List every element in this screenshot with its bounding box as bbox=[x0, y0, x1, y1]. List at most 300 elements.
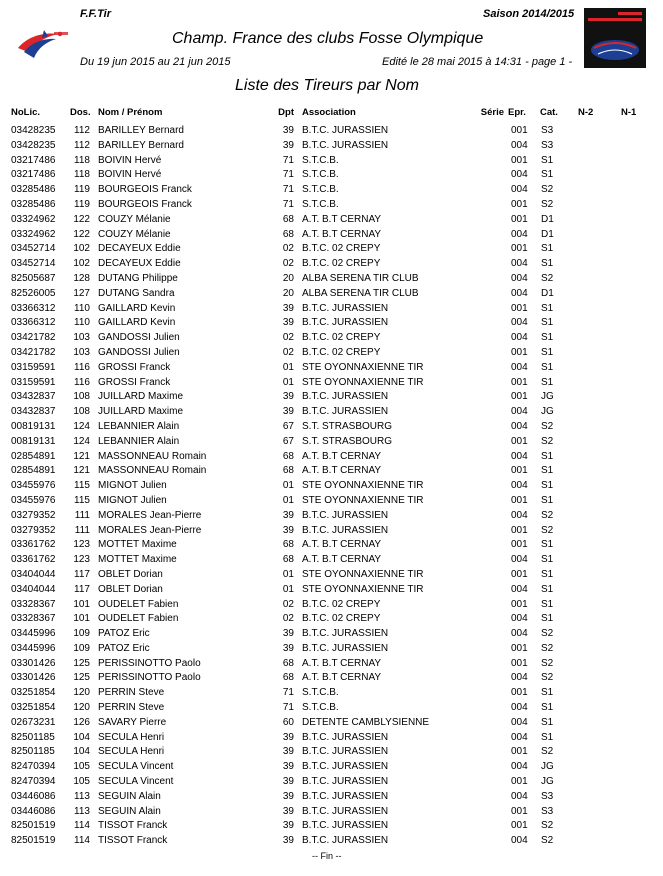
cell-name: MASSONNEAU Romain bbox=[98, 465, 207, 477]
cell-name: MASSONNEAU Romain bbox=[98, 450, 207, 462]
cell-dos: 114 bbox=[74, 820, 90, 832]
cell-lic: 03324962 bbox=[11, 228, 56, 240]
cell-dos: 103 bbox=[73, 332, 90, 344]
cell-asso: A.T. B.T CERNAY bbox=[302, 465, 382, 477]
cell-cat: S1 bbox=[541, 169, 554, 181]
cell-lic: 03428235 bbox=[11, 125, 56, 136]
cell-dpt: 39 bbox=[282, 125, 294, 136]
cell-cat: S1 bbox=[541, 731, 554, 743]
cell-dos: 113 bbox=[74, 790, 90, 802]
cell-asso: B.T.C. JURASSIEN bbox=[302, 125, 389, 136]
cell-dpt: 60 bbox=[282, 716, 294, 728]
cell-epr: 004 bbox=[511, 406, 528, 418]
list-subtitle: Liste des Tireurs par Nom bbox=[235, 77, 419, 94]
cell-dpt: 01 bbox=[282, 376, 294, 388]
cell-epr: 004 bbox=[511, 169, 528, 181]
cell-cat: S2 bbox=[541, 746, 554, 758]
cell-epr: 004 bbox=[511, 258, 528, 270]
cell-asso: S.T. STRASBOURG bbox=[302, 420, 393, 432]
table-row bbox=[0, 510, 663, 525]
table-row bbox=[0, 791, 663, 806]
cell-asso: B.T.C. JURASSIEN bbox=[302, 820, 389, 832]
table-row bbox=[0, 303, 663, 318]
cell-dos: 108 bbox=[73, 406, 90, 418]
cell-cat: S1 bbox=[541, 716, 554, 728]
col-header-epr: Epr. bbox=[508, 107, 526, 118]
cell-epr: 004 bbox=[511, 332, 528, 344]
cell-lic: 03455976 bbox=[11, 494, 56, 506]
cell-lic: 03446086 bbox=[11, 805, 56, 817]
cell-epr: 004 bbox=[511, 583, 528, 595]
cell-name: PERISSINOTTO Paolo bbox=[98, 672, 201, 684]
cell-cat: S1 bbox=[541, 613, 554, 625]
cell-asso: A.T. B.T CERNAY bbox=[302, 213, 382, 225]
event-logo-icon bbox=[584, 8, 646, 68]
table-row bbox=[0, 539, 663, 554]
cell-lic: 03452714 bbox=[11, 243, 56, 255]
cell-dpt: 02 bbox=[282, 332, 294, 344]
cell-dpt: 02 bbox=[282, 258, 294, 270]
table-row bbox=[0, 347, 663, 362]
cell-dos: 101 bbox=[73, 598, 90, 610]
cell-epr: 001 bbox=[511, 376, 528, 388]
cell-epr: 004 bbox=[511, 480, 528, 492]
cell-epr: 001 bbox=[511, 568, 528, 580]
cell-epr: 004 bbox=[511, 272, 528, 284]
cell-dos: 112 bbox=[74, 125, 90, 136]
cell-lic: 03446086 bbox=[11, 790, 56, 802]
cell-epr: 004 bbox=[511, 509, 528, 521]
cell-cat: S1 bbox=[541, 346, 554, 358]
table-row bbox=[0, 658, 663, 673]
cell-asso: B.T.C. 02 CREPY bbox=[302, 258, 381, 270]
cell-dpt: 68 bbox=[282, 450, 294, 462]
cell-epr: 004 bbox=[511, 184, 528, 196]
cell-lic: 03251854 bbox=[11, 687, 56, 699]
cell-name: SECULA Vincent bbox=[98, 761, 174, 773]
cell-dpt: 71 bbox=[282, 198, 294, 210]
cell-dpt: 39 bbox=[282, 628, 294, 640]
table-row bbox=[0, 169, 663, 184]
shooters-table bbox=[0, 107, 663, 850]
org-name: F.F.Tir bbox=[80, 8, 111, 20]
cell-asso: B.T.C. JURASSIEN bbox=[302, 628, 389, 640]
cell-lic: 02854891 bbox=[11, 450, 56, 462]
cell-name: MOTTET Maxime bbox=[98, 554, 177, 566]
cell-name: COUZY Mélanie bbox=[98, 213, 171, 225]
cell-dos: 123 bbox=[73, 539, 90, 551]
cell-epr: 004 bbox=[511, 361, 528, 373]
cell-dos: 121 bbox=[73, 450, 90, 462]
cell-name: DUTANG Philippe bbox=[98, 272, 178, 284]
cell-epr: 004 bbox=[511, 450, 528, 462]
cell-asso: B.T.C. JURASSIEN bbox=[302, 642, 389, 654]
table-row bbox=[0, 480, 663, 495]
cell-cat: S2 bbox=[541, 509, 554, 521]
cell-dos: 116 bbox=[74, 376, 90, 388]
table-row bbox=[0, 214, 663, 229]
cell-name: PATOZ Eric bbox=[98, 642, 150, 654]
cell-name: PATOZ Eric bbox=[98, 628, 150, 640]
cell-asso: B.T.C. JURASSIEN bbox=[302, 805, 389, 817]
cell-lic: 03455976 bbox=[11, 480, 56, 492]
cell-asso: S.T.C.B. bbox=[302, 198, 339, 210]
cell-cat: S2 bbox=[541, 835, 554, 847]
cell-dos: 120 bbox=[73, 702, 90, 714]
cell-dpt: 02 bbox=[282, 613, 294, 625]
cell-epr: 001 bbox=[511, 213, 528, 225]
cell-asso: B.T.C. JURASSIEN bbox=[302, 746, 389, 758]
cell-asso: STE OYONNAXIENNE TIR bbox=[302, 494, 424, 506]
cell-dos: 110 bbox=[74, 302, 90, 314]
cell-lic: 03445996 bbox=[11, 628, 56, 640]
cell-lic: 82501185 bbox=[11, 746, 55, 758]
cell-epr: 004 bbox=[511, 790, 528, 802]
cell-name: OBLET Dorian bbox=[98, 568, 163, 580]
cell-name: BOURGEOIS Franck bbox=[98, 198, 192, 210]
cell-dpt: 39 bbox=[282, 805, 294, 817]
cell-dpt: 71 bbox=[282, 154, 294, 166]
cell-dpt: 39 bbox=[282, 302, 294, 314]
season-label: Saison 2014/2015 bbox=[483, 8, 575, 20]
cell-dpt: 68 bbox=[282, 554, 294, 566]
col-header-name: Nom / Prénom bbox=[98, 107, 163, 118]
cell-lic: 02854891 bbox=[11, 465, 56, 477]
cell-cat: S2 bbox=[541, 672, 554, 684]
cell-epr: 001 bbox=[511, 494, 528, 506]
cell-dpt: 67 bbox=[282, 435, 294, 447]
cell-cat: JG bbox=[541, 406, 554, 418]
cell-dos: 102 bbox=[73, 243, 90, 255]
cell-asso: ALBA SERENA TIR CLUB bbox=[302, 287, 419, 299]
cell-cat: S1 bbox=[541, 465, 554, 477]
cell-dpt: 68 bbox=[282, 539, 294, 551]
cell-dpt: 39 bbox=[282, 776, 294, 788]
cell-name: GAILLARD Kevin bbox=[98, 317, 176, 329]
cell-name: PERRIN Steve bbox=[98, 687, 165, 699]
cell-cat: S2 bbox=[541, 628, 554, 640]
cell-cat: S3 bbox=[541, 139, 554, 151]
cell-name: TISSOT Franck bbox=[98, 820, 168, 832]
cell-asso: B.T.C. JURASSIEN bbox=[302, 731, 389, 743]
cell-name: DECAYEUX Eddie bbox=[98, 243, 181, 255]
cell-cat: JG bbox=[541, 391, 554, 403]
table-row bbox=[0, 820, 663, 835]
table-row bbox=[0, 258, 663, 273]
cell-name: OUDELET Fabien bbox=[98, 598, 179, 610]
cell-dpt: 39 bbox=[282, 406, 294, 418]
cell-cat: S1 bbox=[541, 554, 554, 566]
table-row bbox=[0, 243, 663, 258]
table-body bbox=[0, 125, 663, 850]
table-row bbox=[0, 584, 663, 599]
cell-dpt: 39 bbox=[282, 642, 294, 654]
table-row bbox=[0, 465, 663, 480]
cell-asso: B.T.C. JURASSIEN bbox=[302, 406, 389, 418]
cell-cat: S1 bbox=[541, 539, 554, 551]
cell-lic: 03285486 bbox=[11, 198, 56, 210]
table-row bbox=[0, 732, 663, 747]
table-row bbox=[0, 125, 663, 140]
cell-cat: D1 bbox=[541, 213, 554, 225]
cell-epr: 001 bbox=[511, 642, 528, 654]
cell-epr: 001 bbox=[511, 198, 528, 210]
cell-lic: 82526005 bbox=[11, 287, 56, 299]
cell-asso: B.T.C. JURASSIEN bbox=[302, 835, 389, 847]
cell-epr: 004 bbox=[511, 702, 528, 714]
cell-asso: STE OYONNAXIENNE TIR bbox=[302, 568, 424, 580]
cell-dos: 104 bbox=[73, 731, 90, 743]
table-row bbox=[0, 835, 663, 850]
table-row bbox=[0, 317, 663, 332]
cell-asso: B.T.C. JURASSIEN bbox=[302, 302, 389, 314]
cell-lic: 03217486 bbox=[11, 169, 56, 181]
cell-dpt: 39 bbox=[282, 139, 294, 151]
cell-dos: 111 bbox=[74, 524, 90, 536]
cell-asso: DETENTE CAMBLYSIENNE bbox=[302, 716, 430, 728]
cell-name: SECULA Henri bbox=[98, 731, 165, 743]
cell-cat: S1 bbox=[541, 583, 554, 595]
cell-cat: S3 bbox=[541, 125, 554, 136]
cell-name: SAVARY Pierre bbox=[98, 716, 167, 728]
cell-dos: 122 bbox=[73, 228, 90, 240]
cell-cat: S2 bbox=[541, 524, 554, 536]
cell-epr: 001 bbox=[511, 465, 528, 477]
cell-cat: S1 bbox=[541, 480, 554, 492]
cell-name: JUILLARD Maxime bbox=[98, 391, 184, 403]
cell-cat: S2 bbox=[541, 657, 554, 669]
cell-epr: 001 bbox=[511, 657, 528, 669]
table-row bbox=[0, 495, 663, 510]
cell-asso: B.T.C. JURASSIEN bbox=[302, 761, 389, 773]
col-header-cat: Cat. bbox=[540, 107, 558, 118]
cell-cat: S1 bbox=[541, 702, 554, 714]
col-header-dpt: Dpt bbox=[278, 107, 294, 118]
cell-name: GROSSI Franck bbox=[98, 361, 171, 373]
table-row bbox=[0, 362, 663, 377]
cell-epr: 004 bbox=[511, 716, 528, 728]
table-row bbox=[0, 643, 663, 658]
cell-epr: 001 bbox=[511, 154, 528, 166]
cell-cat: S1 bbox=[541, 687, 554, 699]
cell-epr: 001 bbox=[511, 539, 528, 551]
cell-cat: S1 bbox=[541, 302, 554, 314]
cell-dpt: 71 bbox=[282, 184, 294, 196]
cell-lic: 03366312 bbox=[11, 302, 56, 314]
cell-asso: S.T.C.B. bbox=[302, 687, 339, 699]
cell-lic: 82470394 bbox=[11, 761, 56, 773]
cell-dos: 123 bbox=[73, 554, 90, 566]
cell-dpt: 02 bbox=[282, 243, 294, 255]
table-row bbox=[0, 599, 663, 614]
cell-dos: 118 bbox=[74, 169, 90, 181]
cell-epr: 004 bbox=[511, 761, 528, 773]
cell-cat: S1 bbox=[541, 598, 554, 610]
cell-cat: D1 bbox=[541, 228, 554, 240]
cell-name: PERISSINOTTO Paolo bbox=[98, 657, 201, 669]
cell-dpt: 01 bbox=[282, 583, 294, 595]
cell-name: BOIVIN Hervé bbox=[98, 169, 162, 181]
cell-cat: S2 bbox=[541, 420, 554, 432]
table-row bbox=[0, 273, 663, 288]
col-header-n1: N-1 bbox=[621, 107, 637, 118]
cell-dos: 119 bbox=[74, 184, 90, 196]
cell-name: DECAYEUX Eddie bbox=[98, 258, 181, 270]
cell-lic: 03432837 bbox=[11, 406, 56, 418]
cell-dpt: 20 bbox=[282, 287, 294, 299]
cell-dos: 124 bbox=[73, 435, 90, 447]
cell-dpt: 01 bbox=[282, 480, 294, 492]
cell-cat: S2 bbox=[541, 272, 554, 284]
cell-asso: B.T.C. JURASSIEN bbox=[302, 524, 389, 536]
table-row bbox=[0, 806, 663, 821]
table-row bbox=[0, 199, 663, 214]
cell-dpt: 39 bbox=[282, 820, 294, 832]
table-row bbox=[0, 421, 663, 436]
table-row bbox=[0, 332, 663, 347]
cell-lic: 03279352 bbox=[11, 509, 56, 521]
cell-dos: 108 bbox=[73, 391, 90, 403]
cell-epr: 004 bbox=[511, 228, 528, 240]
cell-dos: 124 bbox=[73, 420, 90, 432]
cell-asso: B.T.C. 02 CREPY bbox=[302, 613, 381, 625]
cell-dpt: 02 bbox=[282, 346, 294, 358]
cell-epr: 001 bbox=[511, 776, 528, 788]
cell-lic: 03159591 bbox=[11, 361, 56, 373]
cell-cat: JG bbox=[541, 761, 554, 773]
cell-cat: S1 bbox=[541, 243, 554, 255]
cell-lic: 00819131 bbox=[11, 435, 56, 447]
table-row bbox=[0, 288, 663, 303]
cell-lic: 03432837 bbox=[11, 391, 56, 403]
cell-name: COUZY Mélanie bbox=[98, 228, 171, 240]
table-header bbox=[0, 107, 663, 125]
cell-dos: 103 bbox=[73, 346, 90, 358]
cell-name: OBLET Dorian bbox=[98, 583, 163, 595]
cell-lic: 03217486 bbox=[11, 154, 56, 166]
cell-dos: 115 bbox=[74, 494, 90, 506]
cell-asso: B.T.C. JURASSIEN bbox=[302, 317, 389, 329]
cell-name: DUTANG Sandra bbox=[98, 287, 175, 299]
cell-epr: 001 bbox=[511, 243, 528, 255]
cell-name: BOURGEOIS Franck bbox=[98, 184, 192, 196]
cell-epr: 001 bbox=[511, 524, 528, 536]
cell-cat: S1 bbox=[541, 332, 554, 344]
cell-dos: 110 bbox=[74, 317, 90, 329]
cell-asso: S.T.C.B. bbox=[302, 169, 339, 181]
cell-epr: 001 bbox=[511, 435, 528, 447]
table-row bbox=[0, 391, 663, 406]
cell-dpt: 68 bbox=[282, 213, 294, 225]
col-header-serie: Série bbox=[480, 107, 504, 118]
cell-lic: 03361762 bbox=[11, 554, 56, 566]
cell-dos: 117 bbox=[74, 583, 90, 595]
cell-asso: STE OYONNAXIENNE TIR bbox=[302, 480, 424, 492]
cell-dpt: 39 bbox=[282, 790, 294, 802]
table-row bbox=[0, 155, 663, 170]
cell-epr: 004 bbox=[511, 628, 528, 640]
cell-epr: 001 bbox=[511, 346, 528, 358]
cell-dpt: 68 bbox=[282, 465, 294, 477]
cell-lic: 00819131 bbox=[11, 420, 56, 432]
cell-asso: B.T.C. JURASSIEN bbox=[302, 391, 389, 403]
table-row bbox=[0, 525, 663, 540]
table-row bbox=[0, 184, 663, 199]
cell-dpt: 39 bbox=[282, 317, 294, 329]
cell-asso: S.T.C.B. bbox=[302, 154, 339, 166]
table-row bbox=[0, 554, 663, 569]
cell-dos: 127 bbox=[73, 287, 90, 299]
cell-epr: 001 bbox=[511, 820, 528, 832]
cell-dos: 101 bbox=[73, 613, 90, 625]
cell-epr: 004 bbox=[511, 613, 528, 625]
table-row bbox=[0, 746, 663, 761]
cell-cat: S1 bbox=[541, 317, 554, 329]
cell-asso: B.T.C. 02 CREPY bbox=[302, 332, 381, 344]
cell-dos: 126 bbox=[73, 716, 90, 728]
cell-epr: 001 bbox=[511, 598, 528, 610]
fftir-logo-icon bbox=[14, 22, 72, 62]
cell-dos: 125 bbox=[73, 657, 90, 669]
table-row bbox=[0, 569, 663, 584]
cell-name: PERRIN Steve bbox=[98, 702, 165, 714]
cell-name: MORALES Jean-Pierre bbox=[98, 524, 202, 536]
cell-asso: A.T. B.T CERNAY bbox=[302, 450, 382, 462]
cell-epr: 001 bbox=[511, 805, 528, 817]
cell-asso: A.T. B.T CERNAY bbox=[302, 672, 382, 684]
cell-lic: 03324962 bbox=[11, 213, 56, 225]
cell-asso: STE OYONNAXIENNE TIR bbox=[302, 361, 424, 373]
cell-dos: 118 bbox=[74, 154, 90, 166]
cell-dpt: 39 bbox=[282, 731, 294, 743]
page-title: Champ. France des clubs Fosse Olympique bbox=[172, 30, 484, 47]
edition-info: Edité le 28 mai 2015 à 14:31 - page 1 - bbox=[382, 56, 573, 68]
cell-cat: S1 bbox=[541, 568, 554, 580]
cell-dpt: 39 bbox=[282, 746, 294, 758]
cell-lic: 03328367 bbox=[11, 598, 56, 610]
cell-lic: 03301426 bbox=[11, 672, 56, 684]
cell-lic: 03404044 bbox=[11, 568, 56, 580]
cell-dos: 114 bbox=[74, 835, 90, 847]
table-row bbox=[0, 702, 663, 717]
cell-name: SEGUIN Alain bbox=[98, 805, 161, 817]
cell-asso: A.T. B.T CERNAY bbox=[302, 539, 382, 551]
table-row bbox=[0, 776, 663, 791]
cell-cat: S2 bbox=[541, 820, 554, 832]
cell-dpt: 68 bbox=[282, 228, 294, 240]
cell-dos: 105 bbox=[73, 761, 90, 773]
cell-dos: 113 bbox=[74, 805, 90, 817]
cell-epr: 004 bbox=[511, 554, 528, 566]
cell-dos: 128 bbox=[73, 272, 90, 284]
cell-dos: 121 bbox=[73, 465, 90, 477]
cell-epr: 001 bbox=[511, 687, 528, 699]
cell-asso: A.T. B.T CERNAY bbox=[302, 554, 382, 566]
cell-lic: 82501185 bbox=[11, 731, 55, 743]
table-row bbox=[0, 436, 663, 451]
cell-name: SECULA Vincent bbox=[98, 776, 174, 788]
cell-asso: B.T.C. 02 CREPY bbox=[302, 598, 381, 610]
cell-dpt: 71 bbox=[282, 687, 294, 699]
cell-asso: B.T.C. JURASSIEN bbox=[302, 776, 389, 788]
cell-dpt: 68 bbox=[282, 672, 294, 684]
cell-name: OUDELET Fabien bbox=[98, 613, 179, 625]
cell-dos: 105 bbox=[73, 776, 90, 788]
cell-dpt: 68 bbox=[282, 657, 294, 669]
cell-asso: A.T. B.T CERNAY bbox=[302, 657, 382, 669]
cell-dpt: 01 bbox=[282, 568, 294, 580]
table-row bbox=[0, 613, 663, 628]
